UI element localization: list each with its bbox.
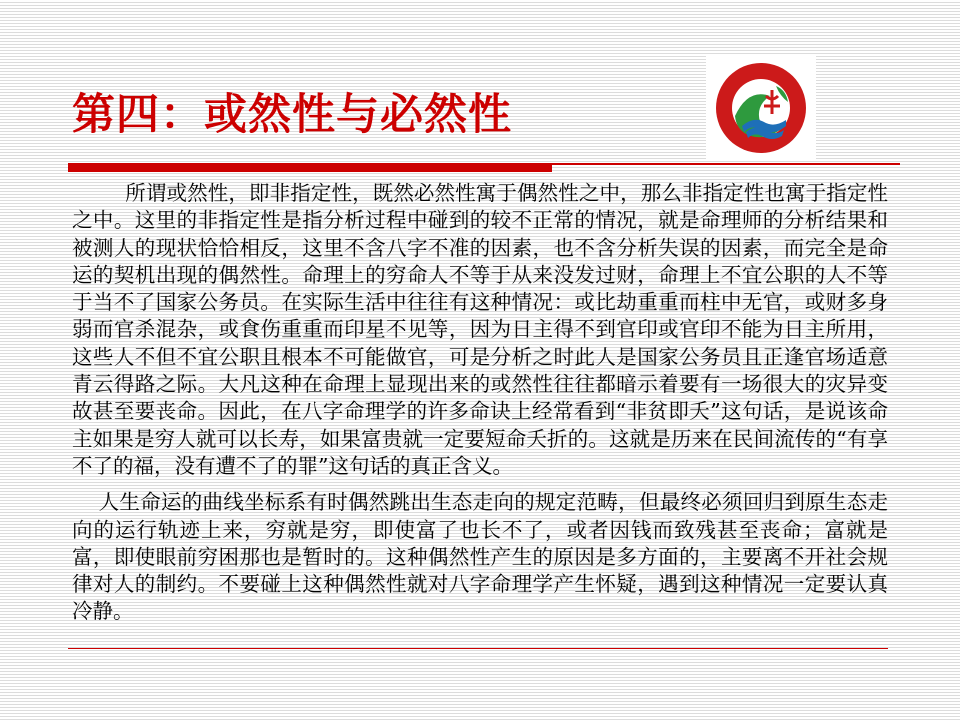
paragraph-divider-line [68, 648, 888, 649]
page-title: 第四：或然性与必然性 [72, 90, 512, 140]
title-underline-thick [68, 163, 552, 172]
slide-body [72, 180, 888, 626]
body-paragraph-2: 人生命运的曲线坐标系有时偶然跳出生态走向的规定范畴，但最终必须回归到原生态走向的运行轨迹上来，穷就是穷，即使富了也长不了，或者因钱而致残甚至丧命；富就是富，即使眼前穷困那也是暂时的。这种偶然性产生的原因是多方面的，主要离不开社会规律对人的制约。不要碰上这种偶然性就对八字命理学产生怀疑，遇到这种情况一定要认真冷静。 [72, 490, 888, 624]
museum-logo [706, 56, 816, 160]
china-iching-cultural-museum-logo-icon [706, 56, 816, 160]
body-paragraph-1: 所谓或然性，即非指定性，既然必然性寓于偶然性之中，那么非指定性也寓于指定性之中。这里的非指定性是指分析过程中碰到的较不正常的情况，就是命理师的分析结果和被测人的现状恰恰相反，这里不含八字不准的因素，也不含分析失误的因素，而完全是命运的契机出现的偶然性。命理上的穷命人不等于从来没发过财，命理上不宜公职的人不等于当不了国家公务员。在实际生活中往往有这种情况：或比劫重重而柱中无官，或财多身弱而官杀混杂，或食伤重重而印星不见等，因为日主得不到官印或官印不能为日主所用，这些人不但不宜公职且根本不可能做官，可是分析之时此人是国家公务员且正逢官场适意青云得路之际。大凡这种在命理上显现出来的或然性往往都暗示着要有一场很大的灾异变故甚至要丧命。因此，在八字命理学的许多命诀上经常看到“非贫即夭”这句话，是说该命主如果是穷人就可以长寿，如果富贵就一定要短命夭折的。这就是历来在民间流传的“有享不了的福，没有遭不了的罪”这句话的真正含义。 [72, 181, 888, 478]
